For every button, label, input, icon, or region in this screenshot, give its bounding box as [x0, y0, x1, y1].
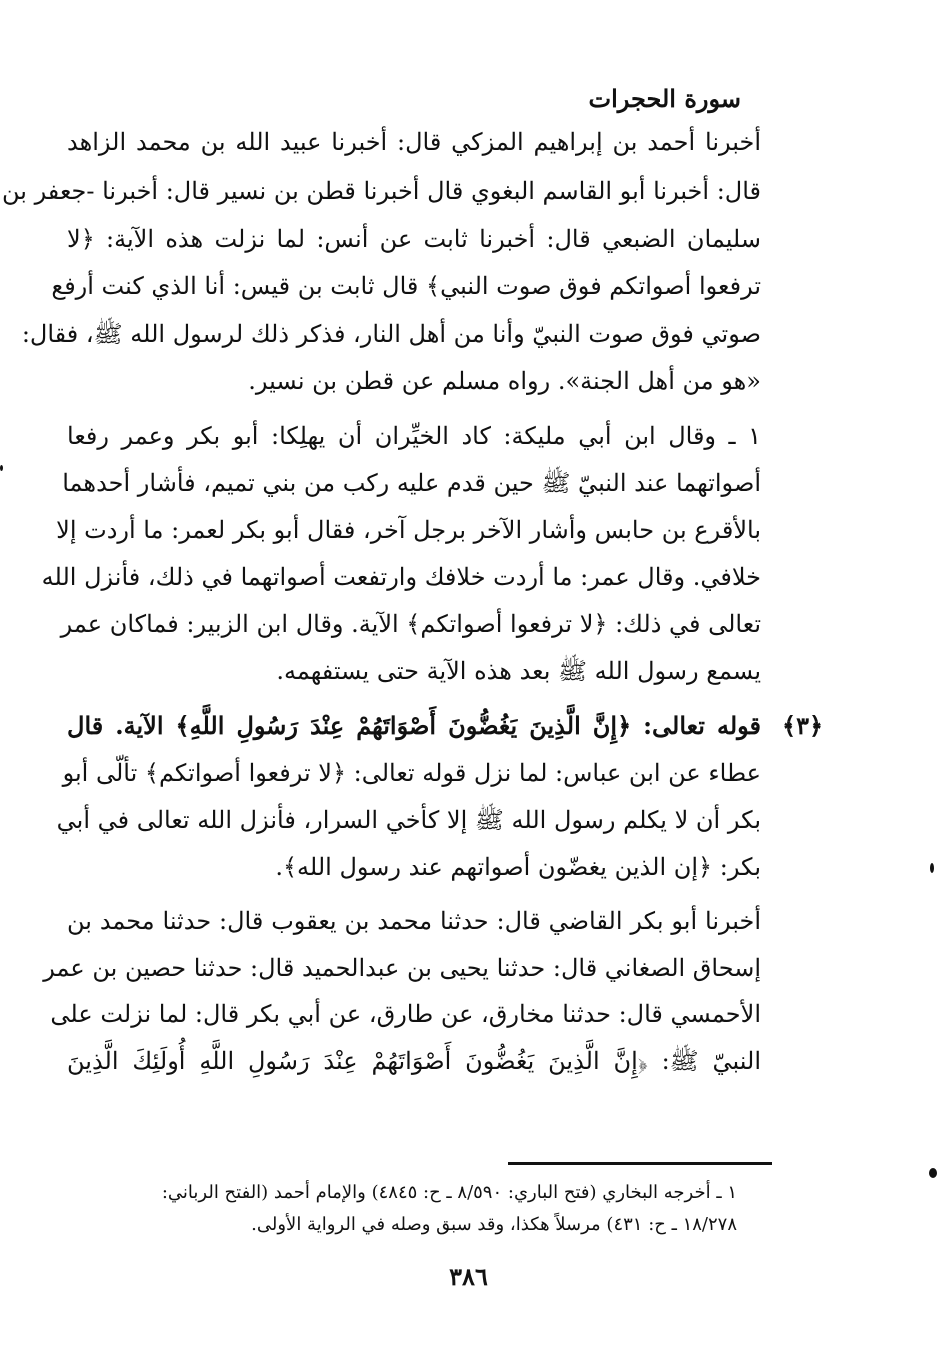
verse-number-marker: ﴿٣﴾ — [782, 711, 824, 740]
footnote-line: ١٨/٢٧٨ ـ ح: ٤٣١) مرسلاً هكذا، وقد سبق وصله في الرواية الأولى. — [251, 1214, 737, 1235]
text-line: بالأقرع بن حابس وأشار الآخر برجل آخر، فقال أبو بكر لعمر: ما أردت إلا — [56, 516, 761, 544]
footnote-line: ١ ـ أخرجه البخاري (فتح الباري: ٨/٥٩٠ ـ ح: ٤٨٤٥) والإمام أحمد (الفتح الرباني: — [161, 1182, 737, 1203]
text-line: أخبرنا أحمد بن إبراهيم المزكي قال: أخبرنا عبيد الله بن محمد الزاهد — [67, 128, 761, 156]
text-line: عطاء عن ابن عباس: لما نزل قوله تعالى: ﴿لا ترفعوا أصواتكم﴾ تألّى أبو — [62, 759, 761, 787]
text-line: أصواتهما عند النبيّ ﷺ حين قدم عليه ركب من بني تميم، فأشار أحدهما — [62, 469, 761, 497]
text-line: ١ ـ وقال ابن أبي مليكة: كاد الخيِّران أن يهلِكا: أبو بكر وعمر رفعا — [67, 422, 761, 450]
page-header-title: سورة الحجرات — [588, 84, 741, 113]
text-line: قوله تعالى: ﴿إِنَّ الَّذِينَ يَغُضُّونَ أَصْوَاتَهُمْ عِنْدَ رَسُولِ اللَّهِ﴾ الآية. قال — [67, 711, 761, 740]
text-line: تعالى في ذلك: ﴿لا ترفعوا أصواتكم﴾ الآية. وقال ابن الزبير: فماكان عمر — [60, 610, 761, 638]
text-line: قال: أخبرنا أبو القاسم البغوي قال أخبرنا قطن بن نسير قال: أخبرنا -جعفر بن — [1, 177, 761, 205]
text-line: صوتي فوق صوت النبيّ وأنا من أهل النار، فذكر ذلك لرسول الله ﷺ، فقال: — [21, 320, 761, 348]
text-line: الأحمسي قال: حدثنا مخارق، عن طارق، عن أبي بكر قال: لما نزلت على — [50, 1000, 761, 1028]
scan-speck — [929, 1168, 937, 1178]
text-line: «هو من أهل الجنة». رواه مسلم عن قطن بن نسير. — [248, 367, 761, 395]
text-line: بكر أن لا يكلم رسول الله ﷺ إلا كأخي السرار، فأنزل الله تعالى في أبي — [56, 806, 761, 834]
text-line: النبيّ ﷺ: ﴿إِنَّ الَّذِينَ يَغُضُّونَ أَصْوَاتَهُمْ عِنْدَ رَسُولِ اللَّهِ أُولَئِكَ الَّذِينَ — [67, 1047, 761, 1075]
text-line: يسمع رسول الله ﷺ بعد هذه الآية حتى يستفهمه. — [276, 657, 761, 685]
text-line: أخبرنا أبو بكر القاضي قال: حدثنا محمد بن يعقوب قال: حدثنا محمد بن — [67, 907, 761, 935]
scan-speck — [930, 863, 934, 873]
text-line: إسحاق الصغاني قال: حدثنا يحيى بن عبدالحميد قال: حدثنا حصين بن عمر — [43, 954, 761, 982]
text-line: خلافي. وقال عمر: ما أردت خلافك وارتفعت أصواتهما في ذلك، فأنزل الله — [41, 563, 761, 591]
text-line: بكر: ﴿إن الذين يغضّون أصواتهم عند رسول الله﴾. — [275, 853, 761, 881]
page-number: ٣٨٦ — [449, 1262, 488, 1291]
footnote-divider — [508, 1162, 772, 1165]
scan-speck — [0, 465, 3, 471]
text-line: ترفعوا أصواتكم فوق صوت النبي﴾ قال ثابت بن قيس: أنا الذي كنت أرفع — [51, 272, 761, 300]
text-line: سليمان الضبعي قال: أخبرنا ثابت عن أنس: لما نزلت هذه الآية: ﴿لا — [67, 225, 761, 253]
